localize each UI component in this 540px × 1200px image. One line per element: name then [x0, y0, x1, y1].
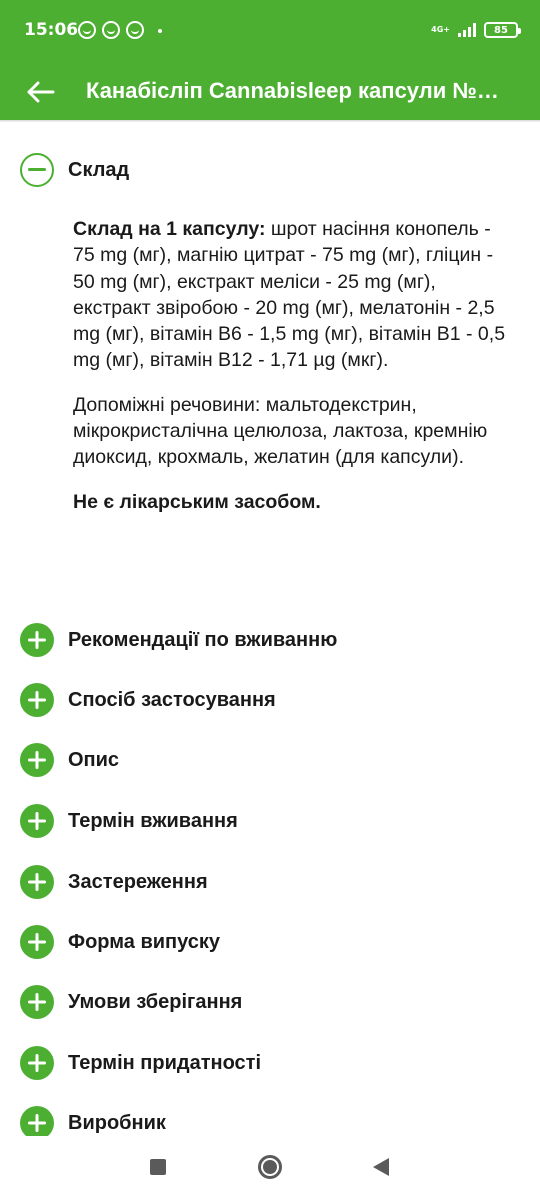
composition-content	[73, 216, 513, 515]
section-label: Виробник	[68, 1111, 166, 1134]
plus-circle-icon	[20, 1106, 54, 1140]
network-type: 4G+	[431, 25, 450, 34]
section-warnings[interactable]	[20, 860, 520, 904]
section-label: Опис	[68, 748, 120, 771]
app-bar	[0, 64, 540, 120]
status-time: 15:06	[24, 20, 79, 40]
section-composition-header[interactable]	[20, 148, 520, 192]
plus-circle-icon	[20, 925, 54, 959]
status-bar	[0, 0, 540, 64]
more-notifications-dot	[158, 29, 162, 33]
plus-circle-icon	[20, 1046, 54, 1080]
arrow-left-icon	[25, 80, 55, 104]
notification-icon	[102, 21, 120, 39]
home-circle-icon	[258, 1155, 282, 1179]
notification-icon	[126, 21, 144, 39]
composition-per-capsule-label: Склад на 1 капсулу:	[73, 218, 266, 240]
section-label: Спосіб застосування	[68, 688, 276, 711]
plus-circle-icon	[20, 623, 54, 657]
notification-icons	[78, 21, 144, 39]
excipients-paragraph: Допоміжні речовини: мальтодекстрин, мікрокристалічна целюлоза, лактоза, кремнію диоксид, крохмаль, желатин (для капсули).	[73, 393, 488, 469]
composition-paragraph	[73, 216, 513, 374]
signal-icon	[458, 23, 476, 37]
battery-icon	[484, 22, 518, 38]
section-label: Термін вживання	[68, 809, 238, 832]
section-release-form[interactable]	[20, 920, 520, 964]
composition-per-capsule-text: шрот насіння конопель - 75 mg (мг), магнію цитрат - 75 mg (мг), гліцин - 50 mg (мг), екстракт меліси - 25 mg (мг), екстракт звіробою - 20 mg (мг), мелатонін - 2,5 mg (мг), вітамін B6 - 1,5 mg (мг), вітамін B1 - 0,5 mg (мг), вітамін B12 - 1,71 µg (мкг).	[73, 218, 506, 372]
section-label: Термін придатності	[68, 1051, 261, 1074]
minus-circle-icon	[20, 153, 54, 187]
section-usage-method[interactable]	[20, 678, 520, 722]
status-indicators	[431, 22, 518, 38]
section-shelf-life[interactable]	[20, 1041, 520, 1085]
triangle-back-icon	[373, 1158, 389, 1176]
recents-button[interactable]	[143, 1152, 173, 1182]
system-back-button[interactable]	[366, 1152, 396, 1182]
battery-level: 85	[494, 24, 508, 36]
square-icon	[150, 1159, 166, 1175]
plus-circle-icon	[20, 804, 54, 838]
plus-circle-icon	[20, 985, 54, 1019]
notification-icon	[78, 21, 96, 39]
section-label: Умови зберігання	[68, 990, 243, 1013]
app-bar-divider	[0, 120, 540, 122]
plus-circle-icon	[20, 683, 54, 717]
system-nav-bar	[0, 1136, 540, 1200]
section-label: Рекомендації по вживанню	[68, 628, 338, 651]
section-label: Форма випуску	[68, 930, 221, 953]
disclaimer-note: Не є лікарським засобом.	[73, 490, 321, 513]
section-label: Склад	[68, 158, 130, 181]
section-description[interactable]	[20, 738, 520, 782]
section-storage-conditions[interactable]	[20, 980, 520, 1024]
section-recommendations[interactable]	[20, 618, 520, 662]
section-usage-duration[interactable]	[20, 799, 520, 843]
back-button[interactable]	[18, 72, 62, 112]
section-label: Застереження	[68, 870, 208, 893]
plus-circle-icon	[20, 865, 54, 899]
page-title: Канабіслiп Cannabisleep капсули №…	[86, 78, 499, 103]
plus-circle-icon	[20, 743, 54, 777]
home-button[interactable]	[255, 1152, 285, 1182]
